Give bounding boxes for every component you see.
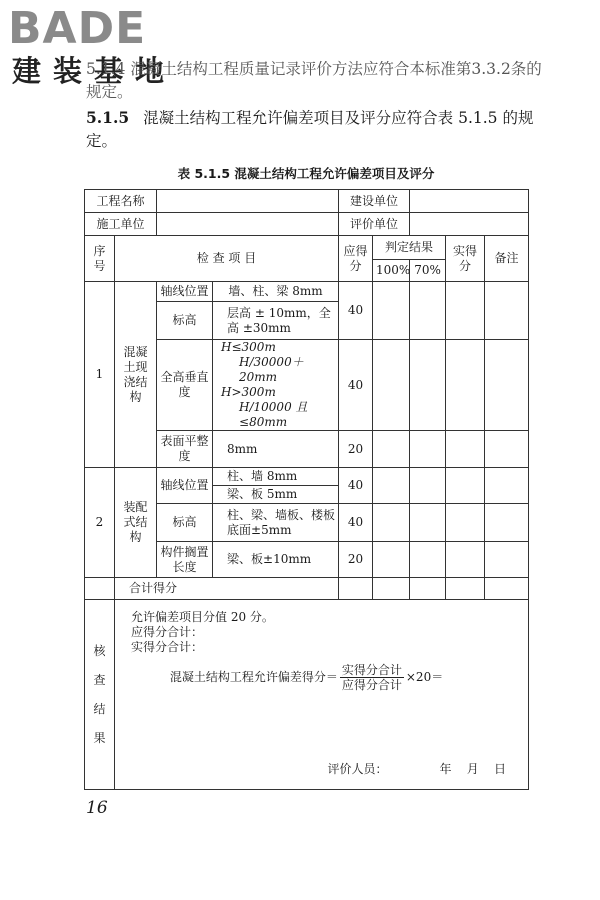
- table-row-item: 构件搁置长度: [157, 542, 213, 578]
- check-char: 查: [93, 672, 106, 687]
- project-name-value: [157, 190, 339, 213]
- construction-unit-value: [410, 190, 529, 213]
- table-row-score: 40: [339, 504, 373, 542]
- header-check-items: 检 查 项 目: [115, 236, 339, 282]
- total-70pct: [410, 578, 446, 600]
- date-label: 年 月 日: [439, 762, 507, 776]
- clause-number: 5.1.5: [86, 108, 130, 127]
- total-label: 合计得分: [115, 578, 339, 600]
- cell-remark: [485, 468, 529, 504]
- tolerance-line: H/10000 且≤80mm: [239, 400, 308, 429]
- cell-70pct: [410, 282, 446, 340]
- table-row-score: 40: [339, 468, 373, 504]
- check-line: 实得分合计：: [131, 640, 204, 654]
- page-number: 16: [86, 798, 108, 818]
- project-name-label: 工程名称: [85, 190, 157, 213]
- cell-100pct: [373, 468, 410, 504]
- evaluation-table: [84, 189, 529, 790]
- cell-100pct: [373, 504, 410, 542]
- table-row-score: 20: [339, 542, 373, 578]
- cell-actual: [446, 282, 485, 340]
- cell-remark: [485, 504, 529, 542]
- cell-100pct: [373, 431, 410, 468]
- cell-remark: [485, 542, 529, 578]
- logo-subtitle: 建装基地: [12, 54, 177, 88]
- header-remark: 备注: [485, 236, 529, 282]
- cell-70pct: [410, 468, 446, 504]
- table-row-item: 轴线位置: [157, 468, 213, 504]
- table-row-tolerance: 墙、柱、梁 8mm: [213, 282, 339, 302]
- paragraph-5-1-4: 5.1.4 混凝土结构工程质量记录评价方法应符合本标准第3.3.2条的规定。: [86, 60, 542, 101]
- cell-70pct: [410, 504, 446, 542]
- header-actual-score: 实得分: [446, 236, 485, 282]
- table-row-score: 40: [339, 282, 373, 340]
- cell-actual: [446, 431, 485, 468]
- table-row-tolerance: 柱、墙 8mm: [213, 468, 339, 486]
- table-row-tolerance: 柱、梁、墙板、楼板底面±5mm: [213, 504, 339, 542]
- tolerance-line: H≤300m: [221, 340, 276, 354]
- evaluator-label: 评价人员：: [327, 762, 388, 776]
- cell-actual: [446, 468, 485, 504]
- table-row-tolerance: 层高 ± 10mm，全高 ±30mm: [213, 302, 339, 340]
- table-row-item: 轴线位置: [157, 282, 213, 302]
- evaluator-unit-label: 评价单位: [339, 213, 410, 236]
- paragraph-5-1-5: [86, 106, 546, 153]
- header-judge-result: 判定结果: [373, 236, 446, 260]
- group2-category: 装配式结构: [115, 468, 157, 578]
- table-row-tolerance: 8mm: [213, 431, 339, 468]
- clause-text: 混凝土结构工程允许偏差项目及评分应符合表 5.1.5 的规定。: [86, 109, 534, 150]
- header-70pct: 70%: [410, 260, 446, 282]
- score-formula: [101, 663, 512, 692]
- header-seq: 序号: [85, 236, 115, 282]
- formula-lhs: 混凝土结构工程允许偏差得分＝: [169, 670, 338, 684]
- table-row-item: 标高: [157, 302, 213, 340]
- builder-value: [157, 213, 339, 236]
- group2-seq: 2: [85, 468, 115, 578]
- table-row-score: 40: [339, 340, 373, 431]
- evaluator-unit-value: [410, 213, 529, 236]
- total-actual: [446, 578, 485, 600]
- check-char: 果: [93, 730, 106, 745]
- check-char: 核: [93, 643, 106, 658]
- formula-numerator: 实得分合计: [341, 663, 402, 677]
- construction-unit-label: 建设单位: [339, 190, 410, 213]
- cell-100pct: [373, 542, 410, 578]
- table-row-score: 20: [339, 431, 373, 468]
- formula-fraction: [340, 663, 404, 692]
- total-blank: [85, 578, 115, 600]
- tolerance-line: H>300m: [221, 385, 276, 399]
- table-caption: 表 5.1.5 混凝土结构工程允许偏差项目及评分: [177, 166, 435, 181]
- formula-denominator: 应得分合计: [341, 678, 402, 692]
- check-char: 结: [93, 701, 106, 716]
- group1-category: 混凝土现浇结构: [115, 282, 157, 468]
- logo-word: BADE: [8, 3, 147, 54]
- total-100pct: [373, 578, 410, 600]
- check-line: 允许偏差项目分值 20 分。: [131, 610, 274, 624]
- table-row-tolerance: 梁、板 5mm: [213, 486, 339, 504]
- total-remark: [485, 578, 529, 600]
- cell-actual: [446, 542, 485, 578]
- cell-remark: [485, 431, 529, 468]
- formula-rhs: ×20＝: [405, 670, 444, 684]
- table-row-item: 表面平整度: [157, 431, 213, 468]
- table-row-tolerance: [213, 340, 339, 431]
- cell-remark: [485, 282, 529, 340]
- table-row-item: 标高: [157, 504, 213, 542]
- check-result-content: [115, 600, 529, 790]
- table-row-item: 全高垂直度: [157, 340, 213, 431]
- cell-70pct: [410, 340, 446, 431]
- table-row-tolerance: 梁、板±10mm: [213, 542, 339, 578]
- cell-actual: [446, 504, 485, 542]
- cell-100pct: [373, 282, 410, 340]
- check-line: 应得分合计：: [131, 625, 204, 639]
- cell-100pct: [373, 340, 410, 431]
- header-100pct: 100%: [373, 260, 410, 282]
- cell-remark: [485, 340, 529, 431]
- tolerance-line: H/30000＋20mm: [239, 355, 304, 384]
- cell-70pct: [410, 431, 446, 468]
- builder-label: 施工单位: [85, 213, 157, 236]
- cell-actual: [446, 340, 485, 431]
- total-should: [339, 578, 373, 600]
- cell-70pct: [410, 542, 446, 578]
- signature-row: [131, 762, 512, 777]
- header-should-score: 应得分: [339, 236, 373, 282]
- group1-seq: 1: [85, 282, 115, 468]
- check-result-label: [85, 600, 115, 790]
